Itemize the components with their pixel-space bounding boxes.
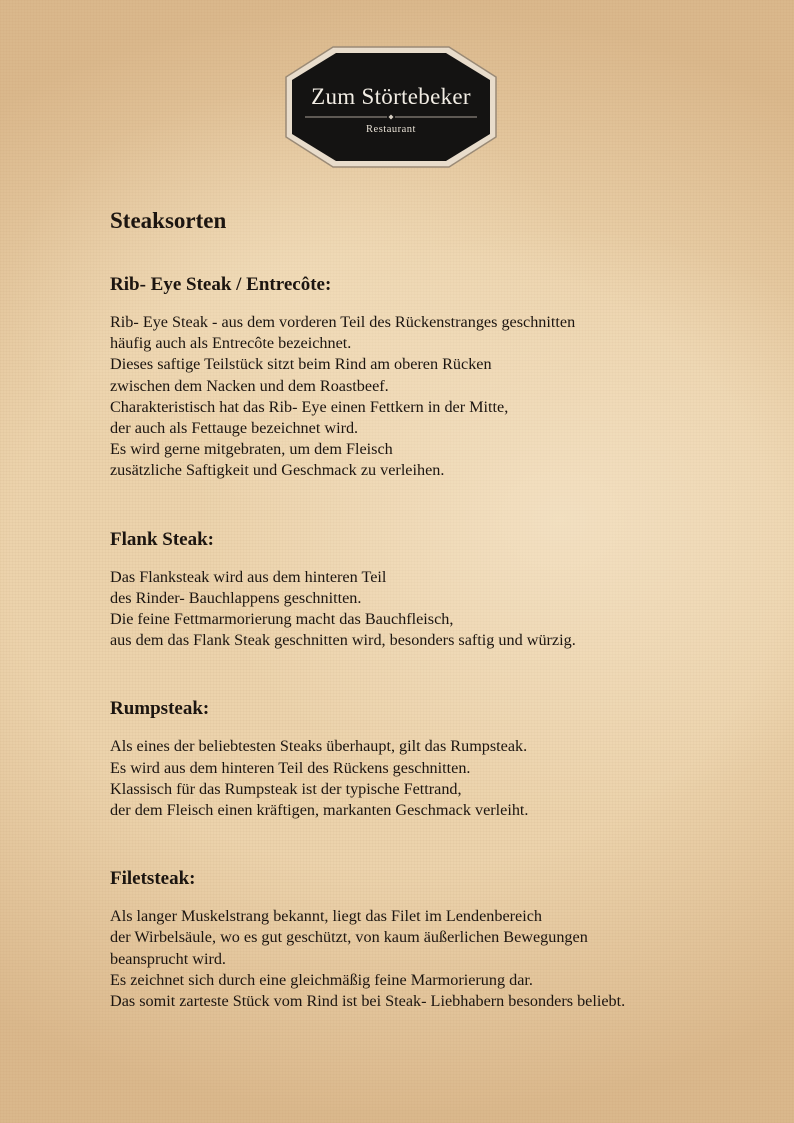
- text-line: der dem Fleisch einen kräftigen, markanten Geschmack verleiht.: [110, 801, 529, 820]
- text-line: der Wirbelsäule, wo es gut geschützt, von kaum äußerlichen Bewegungen: [110, 928, 588, 947]
- text-line: Es wird gerne mitgebraten, um dem Fleisch: [110, 440, 393, 459]
- section-rib-eye: [110, 271, 750, 482]
- section-flank-steak: [110, 526, 750, 652]
- text-line: aus dem das Flank Steak geschnitten wird, besonders saftig und würzig.: [110, 631, 576, 650]
- text-line: Dieses saftige Teilstück sitzt beim Rind am oberen Rücken: [110, 355, 492, 374]
- restaurant-logo: [283, 44, 499, 170]
- section-title: Filetsteak:: [110, 868, 196, 890]
- text-line: des Rinder- Bauchlappens geschnitten.: [110, 588, 362, 607]
- section-text: [110, 312, 750, 482]
- section-title: Rumpsteak:: [110, 698, 210, 720]
- section-text: [110, 736, 750, 821]
- menu-content: [110, 205, 750, 1056]
- text-line: Rib- Eye Steak - aus dem vorderen Teil des Rückenstranges geschnitten: [110, 313, 576, 331]
- text-line: beansprucht wird.: [110, 949, 226, 968]
- section-text: [110, 567, 750, 652]
- logo-subtitle: Restaurant: [366, 124, 416, 135]
- section-title: Flank Steak:: [110, 528, 214, 550]
- section-rumpsteak: [110, 695, 750, 821]
- text-line: häufig auch als Entrecôte bezeichnet.: [110, 334, 352, 353]
- text-line: zusätzliche Saftigkeit und Geschmack zu verleihen.: [110, 461, 445, 480]
- text-line: der auch als Fettauge bezeichnet wird.: [110, 419, 359, 438]
- section-text: [110, 906, 750, 1012]
- text-line: Charakteristisch hat das Rib- Eye einen Fettkern in der Mitte,: [110, 397, 509, 416]
- text-line: Als eines der beliebtesten Steaks überhaupt, gilt das Rumpsteak.: [110, 737, 528, 756]
- text-line: Als langer Muskelstrang bekannt, liegt das Filet im Lendenbereich: [110, 907, 543, 926]
- text-line: Es wird aus dem hinteren Teil des Rückens geschnitten.: [110, 758, 471, 777]
- logo-title: Zum Störtebeker: [311, 84, 471, 109]
- text-line: zwischen dem Nacken und dem Roastbeef.: [110, 376, 389, 395]
- text-line: Es zeichnet sich durch eine gleichmäßig feine Marmorierung dar.: [110, 970, 533, 989]
- text-line: Die feine Fettmarmorierung macht das Bauchfleisch,: [110, 610, 454, 629]
- section-filetsteak: [110, 865, 750, 1012]
- text-line: Klassisch für das Rumpsteak ist der typische Fettrand,: [110, 779, 462, 798]
- text-line: Das somit zarteste Stück vom Rind ist bei Steak- Liebhabern besonders beliebt.: [110, 992, 626, 1011]
- section-title: Rib- Eye Steak / Entrecôte:: [110, 274, 332, 295]
- page-title: Steaksorten: [110, 208, 227, 233]
- text-line: Das Flanksteak wird aus dem hinteren Teil: [110, 567, 387, 586]
